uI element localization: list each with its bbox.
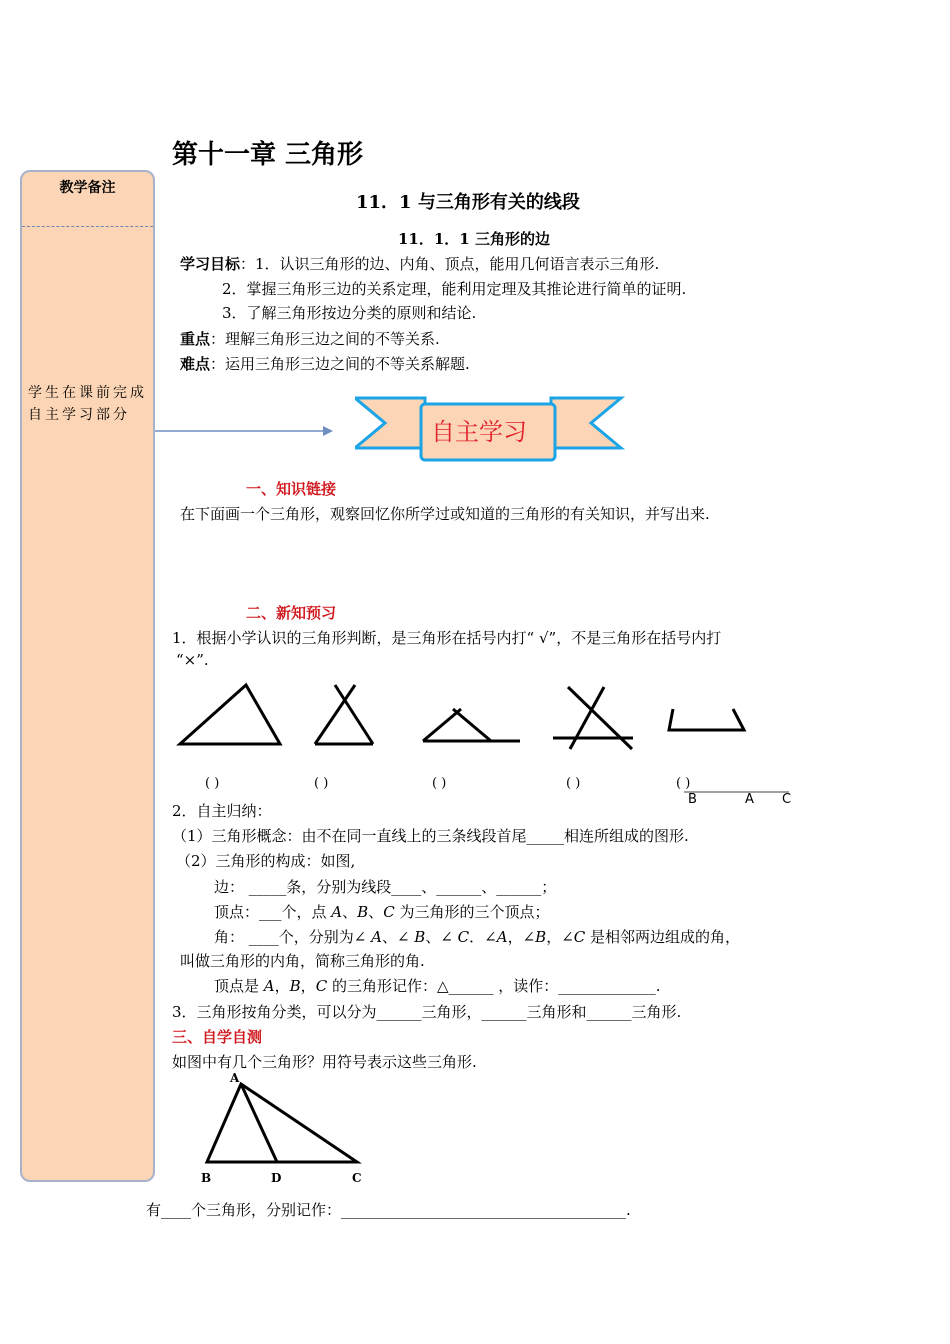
vertex-label-a: A <box>230 1071 240 1085</box>
vertex-label-d: D <box>271 1171 282 1185</box>
banner-text: 自主学习 <box>431 418 527 446</box>
chapter-title: 第十一章 三角形 <box>172 140 364 170</box>
q2: 2．自主归纳： <box>172 802 272 820</box>
difficulty <box>180 353 470 374</box>
part1-heading: 一、知识链接 <box>246 480 337 498</box>
goal-2: 2．掌握三角形三边的关系定理，能利用定理及其推论进行简单的证明. <box>222 280 687 298</box>
q2-2: （2）三角形的构成：如图, <box>176 852 356 870</box>
section-title: 11．1 与三角形有关的线段 <box>356 192 580 213</box>
angles-line: 角： ____个，分别为∠ A、∠ B、∠ C．∠A，∠B，∠C 是相邻两边组成的角， <box>214 928 741 946</box>
key-point <box>180 328 440 349</box>
answer-paren-1[interactable]: ( ) <box>205 776 220 791</box>
figure-1 <box>180 685 280 744</box>
key-point-label: 重点 <box>180 330 211 348</box>
sidebar-note-line1: 学生在课前完成 <box>28 385 147 401</box>
figure-5 <box>669 709 744 730</box>
triangle-figures <box>170 675 770 755</box>
q1-line2: “×”. <box>176 651 209 669</box>
goal-3: 3．了解三角形按边分类的原则和结论. <box>222 304 477 322</box>
arrow-icon <box>155 424 335 438</box>
answer-paren-3[interactable]: ( ) <box>432 776 447 791</box>
answer-paren-2[interactable]: ( ) <box>314 776 329 791</box>
part2-heading: 二、新知预习 <box>246 604 337 622</box>
edges-line: 边： _____条，分别为线段____、______、______； <box>214 878 557 896</box>
line-bac <box>684 790 794 794</box>
answer-paren-4[interactable]: ( ) <box>566 776 581 791</box>
difficulty-label: 难点 <box>180 355 211 373</box>
vertex-label-b: B <box>201 1171 212 1185</box>
angles-continued: 叫做三角形的内角，简称三角形的角. <box>180 952 425 970</box>
goals-label: 学习目标 <box>180 255 241 273</box>
q3: 3．三角形按角分类，可以分为______三角形，______三角形和______三角形. <box>172 1003 682 1021</box>
part3-heading: 三、自学自测 <box>172 1028 263 1046</box>
teaching-notes-sidebar <box>20 170 155 1182</box>
point-label-b: B <box>688 792 697 807</box>
q1-line1: 1．根据小学认识的三角形判断，是三角形在括号内打“ √”，不是三角形在括号内打 <box>172 629 722 647</box>
figure-2 <box>315 685 373 744</box>
figure-3 <box>423 709 520 741</box>
figure-4 <box>553 687 633 749</box>
vertices-line: 顶点：___个，点 A、B、C 为三角形的三个顶点； <box>214 903 550 921</box>
difficulty-text: ：运用三角形三边之间的不等关系解题. <box>210 355 470 373</box>
part1-text: 在下面画一个三角形，观察回忆你所学过或知道的三角形的有关知识，并写出来. <box>180 505 710 523</box>
notation-line: 顶点是 A，B，C 的三角形记作：△______ ，读作：_____________. <box>214 977 661 995</box>
q2-1: （1）三角形概念：由不在同一直线上的三条线段首尾_____相连所组成的图形. <box>172 827 689 845</box>
goal-1: ：1．认识三角形的边、内角、顶点，能用几何语言表示三角形. <box>240 255 660 273</box>
vertex-label-c: C <box>352 1171 362 1185</box>
part3-answer: 有____个三角形，分别记作：______________________________________. <box>146 1201 631 1219</box>
learning-goals <box>180 253 659 274</box>
point-label-c: C <box>782 792 792 807</box>
triangle-abdc-figure <box>195 1068 375 1188</box>
sidebar-header: 教学备注 <box>22 172 153 227</box>
sidebar-note <box>28 382 152 426</box>
key-point-text: ：理解三角形三边之间的不等关系. <box>210 330 440 348</box>
part3-question: 如图中有几个三角形？用符号表示这些三角形. <box>172 1053 477 1071</box>
point-label-a: A <box>745 792 754 807</box>
self-study-banner <box>355 394 625 464</box>
sidebar-note-line2: 自主学习部分 <box>28 407 130 423</box>
answer-paren-5[interactable]: ( ) <box>676 776 691 791</box>
subsection-title: 11．1．1 三角形的边 <box>398 230 550 248</box>
